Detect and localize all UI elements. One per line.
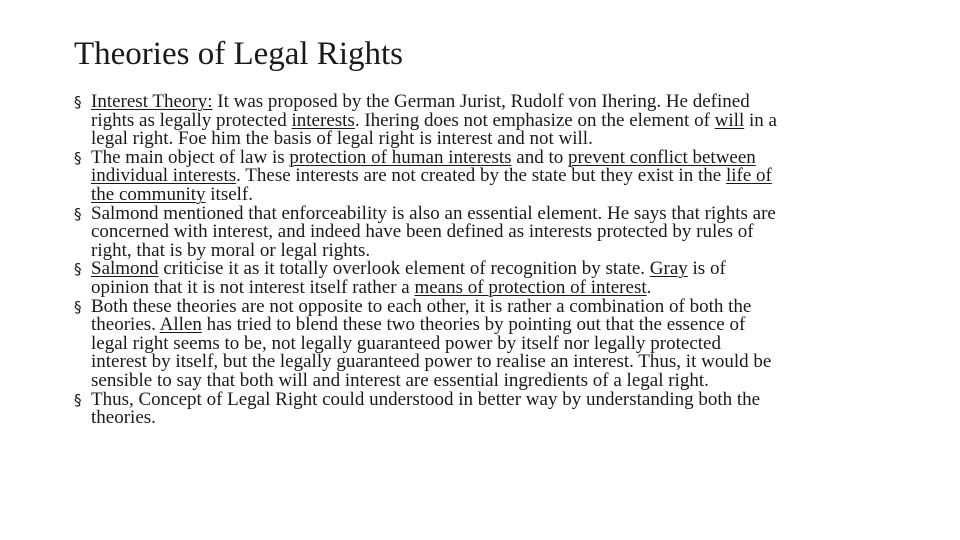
text-segment: legal right. Foe him the basis of legal right is interest and not will.: [91, 128, 593, 150]
slide-title: Theories of Legal Rights: [74, 36, 404, 72]
underlined-text: life of: [725, 165, 772, 187]
text-segment: has tried to blend these two theories by pointing out that the essence of: [201, 314, 746, 336]
bullet-marker-icon: §: [74, 390, 82, 409]
text-segment: rights as legally protected: [91, 109, 292, 131]
text-segment: Salmond mentioned that enforceability is also an essential element. He says that rights are: [91, 202, 776, 224]
underlined-text: will: [714, 109, 745, 131]
bullet-item: [74, 146, 894, 205]
bullet-item: [74, 93, 894, 149]
underlined-text: protection of human interests: [289, 146, 512, 168]
bullet-marker-icon: §: [74, 204, 82, 223]
underlined-text: Salmond: [91, 258, 159, 280]
bullet-item: [74, 295, 894, 391]
underlined-text: Interest Theory:: [91, 91, 213, 112]
text-segment: It was proposed by the German Jurist, Rudolf von Ihering. He defined: [212, 91, 750, 112]
text-segment: legal right seems to be, not legally guaranteed power by itself nor legally protected: [91, 332, 721, 354]
underlined-text: Allen: [159, 314, 202, 336]
bullet-line: [91, 388, 894, 410]
bullet-marker-icon: §: [74, 148, 82, 167]
underlined-text: the community: [91, 183, 206, 205]
text-segment: and to: [511, 146, 568, 168]
underlined-text: interests: [291, 109, 355, 131]
text-segment: . Ihering does not emphasize on the element of: [354, 109, 715, 131]
text-segment: opinion that it is not interest itself rather a: [91, 276, 415, 298]
underlined-text: prevent conflict between: [568, 146, 756, 168]
text-segment: interest by itself, but the legally guaranteed power to realise an interest. Thus, it would be: [91, 351, 772, 373]
text-segment: . These interests are not created by the state but they exist in the: [236, 165, 726, 187]
text-segment: itself.: [205, 183, 254, 205]
text-segment: theories.: [91, 407, 156, 429]
bullet-marker-icon: §: [74, 93, 82, 111]
text-segment: in a: [744, 109, 777, 131]
bullet-item: [74, 202, 894, 261]
text-segment: theories.: [91, 314, 160, 336]
text-segment: criticise it as it totally overlook element of recognition by state.: [158, 258, 650, 280]
underlined-text: individual interests: [91, 165, 237, 187]
underlined-text: Gray: [649, 258, 688, 280]
bullet-marker-icon: §: [74, 260, 82, 279]
text-segment: Both these theories are not opposite to each other, it is rather a combination of both the: [91, 295, 752, 317]
bullet-item: [74, 388, 894, 429]
bullet-item: [74, 260, 894, 297]
text-segment: is of: [687, 258, 726, 280]
text-segment: sensible to say that both will and interest are essential ingredients of a legal right.: [91, 369, 709, 391]
text-segment: Thus, Concept of Legal Right could understood in better way by understanding both the: [91, 388, 761, 410]
text-segment: The main object of law is: [91, 146, 290, 168]
bullet-line: [91, 409, 894, 428]
bullet-list: [74, 93, 894, 428]
text-segment: right, that is by moral or legal rights.: [91, 239, 371, 261]
bullet-marker-icon: §: [74, 297, 82, 316]
text-segment: .: [646, 276, 652, 298]
text-segment: concerned with interest, and indeed have been defined as interests protected by rules of: [91, 221, 754, 243]
underlined-text: means of protection of interest: [414, 276, 647, 298]
